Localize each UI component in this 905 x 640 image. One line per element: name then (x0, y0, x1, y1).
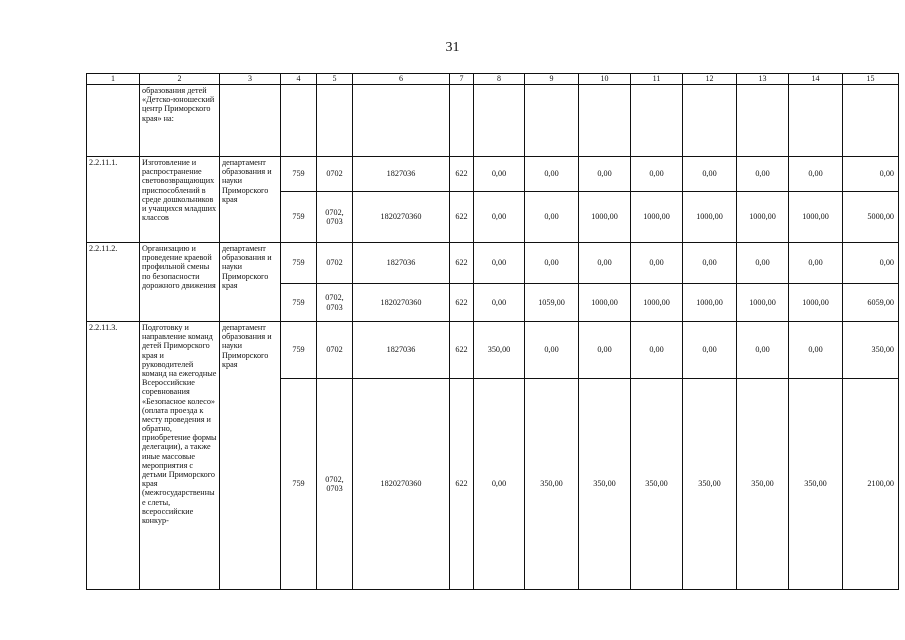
cell-type: 622 (450, 322, 474, 379)
cell-gov: 759 (281, 322, 317, 379)
cell-type: 622 (450, 379, 474, 590)
header-cell: 10 (579, 74, 631, 85)
item-executor: департамент образования и науки Приморского края (220, 157, 281, 243)
cell-value: 0,00 (474, 243, 525, 284)
cell-type: 622 (450, 192, 474, 243)
cell-total: 350,00 (843, 322, 899, 379)
cell-target: 1827036 (353, 157, 450, 192)
header-cell: 3 (220, 74, 281, 85)
cell-value: 350,00 (737, 379, 789, 590)
cell-total: 6059,00 (843, 284, 899, 322)
header-cell: 14 (789, 74, 843, 85)
table-row (87, 322, 899, 379)
cell-value: 0,00 (474, 157, 525, 192)
header-cell: 4 (281, 74, 317, 85)
cell-value: 0,00 (683, 243, 737, 284)
cell-gov: 759 (281, 243, 317, 284)
cell-value: 0,00 (525, 322, 579, 379)
cell-value: 350,00 (631, 379, 683, 590)
cell-value: 0,00 (579, 157, 631, 192)
cell-value: 0,00 (737, 322, 789, 379)
cell-value: 350,00 (579, 379, 631, 590)
cell-section: 0702 (317, 322, 353, 379)
cell-value: 350,00 (683, 379, 737, 590)
cell-value: 1000,00 (737, 284, 789, 322)
header-cell: 5 (317, 74, 353, 85)
cell-value: 350,00 (474, 322, 525, 379)
cell-value: 0,00 (579, 243, 631, 284)
cell-value: 0,00 (474, 379, 525, 590)
empty-cell (525, 85, 579, 157)
continuation-row (87, 85, 899, 157)
budget-table (86, 73, 899, 590)
header-cell: 12 (683, 74, 737, 85)
item-executor: департамент образования и науки Приморского края (220, 322, 281, 590)
cell-value: 0,00 (631, 243, 683, 284)
cell-value: 0,00 (525, 192, 579, 243)
cell-gov: 759 (281, 192, 317, 243)
cell-value: 0,00 (579, 322, 631, 379)
table-row (87, 157, 899, 192)
cell-target: 1820270360 (353, 284, 450, 322)
item-number: 2.2.11.2. (87, 243, 140, 322)
empty-cell (843, 85, 899, 157)
continuation-description: образования детей «Детско-юношеский центр Приморского края» на: (140, 85, 220, 157)
cell-total: 5000,00 (843, 192, 899, 243)
cell-gov: 759 (281, 379, 317, 590)
cell-value: 1000,00 (631, 192, 683, 243)
header-cell: 11 (631, 74, 683, 85)
cell-value: 350,00 (525, 379, 579, 590)
cell-type: 622 (450, 284, 474, 322)
item-description (140, 322, 220, 590)
cell-section: 0702, 0703 (317, 192, 353, 243)
header-cell: 9 (525, 74, 579, 85)
empty-cell (474, 85, 525, 157)
empty-cell (353, 85, 450, 157)
cell-section: 0702 (317, 243, 353, 284)
item-description (140, 157, 220, 243)
cell-target: 1827036 (353, 243, 450, 284)
cell-value: 350,00 (789, 379, 843, 590)
empty-cell (220, 85, 281, 157)
item-description (140, 243, 220, 322)
cell-value: 0,00 (525, 157, 579, 192)
cell-value: 1000,00 (579, 192, 631, 243)
cell-value: 1000,00 (737, 192, 789, 243)
cell-value: 1000,00 (683, 192, 737, 243)
cell-section: 0702, 0703 (317, 379, 353, 590)
empty-cell (683, 85, 737, 157)
cell-type: 622 (450, 157, 474, 192)
cell-section: 0702 (317, 157, 353, 192)
cell-value: 1000,00 (631, 284, 683, 322)
table-row (87, 243, 899, 284)
cell-value: 0,00 (789, 322, 843, 379)
header-cell: 1 (87, 74, 140, 85)
empty-cell (317, 85, 353, 157)
cell-gov: 759 (281, 157, 317, 192)
cell-value: 0,00 (789, 243, 843, 284)
page-number: 31 (445, 40, 460, 55)
cell-gov: 759 (281, 284, 317, 322)
cell-target: 1820270360 (353, 192, 450, 243)
cell-value: 0,00 (474, 284, 525, 322)
cell-target: 1827036 (353, 322, 450, 379)
cell-value: 1000,00 (579, 284, 631, 322)
empty-cell (737, 85, 789, 157)
cell-value: 1000,00 (789, 192, 843, 243)
header-cell: 7 (450, 74, 474, 85)
item-executor: департамент образования и науки Приморского края (220, 243, 281, 322)
empty-cell (87, 85, 140, 157)
cell-value: 0,00 (474, 192, 525, 243)
cell-value: 0,00 (737, 157, 789, 192)
cell-value: 0,00 (683, 322, 737, 379)
empty-cell (281, 85, 317, 157)
header-cell: 15 (843, 74, 899, 85)
empty-cell (789, 85, 843, 157)
cell-value: 0,00 (737, 243, 789, 284)
cell-target: 1820270360 (353, 379, 450, 590)
header-cell: 8 (474, 74, 525, 85)
header-cell: 2 (140, 74, 220, 85)
header-cell: 13 (737, 74, 789, 85)
cell-value: 0,00 (525, 243, 579, 284)
cell-total: 0,00 (843, 157, 899, 192)
empty-cell (579, 85, 631, 157)
header-row (87, 74, 899, 85)
item-number: 2.2.11.3. (87, 322, 140, 590)
item-description-text: Организацию и проведение краевой профильной смены по безопасности дорожного движения (142, 244, 216, 290)
cell-value: 0,00 (789, 157, 843, 192)
empty-cell (631, 85, 683, 157)
cell-value: 1059,00 (525, 284, 579, 322)
item-description-text: Подготовку и направление команд детей Приморского края и руководителей команд на ежегодные Всероссийские соревнования «Безопасное колесо» (оплата проезда к месту проведения и обратно, приобретение формы делегации), а также иные массовые мероприятия с детьми Приморского края (межгосударственные слеты, всероссийские конкур- (142, 323, 217, 525)
item-number: 2.2.11.1. (87, 157, 140, 243)
empty-cell (450, 85, 474, 157)
cell-value: 0,00 (631, 157, 683, 192)
cell-value: 0,00 (631, 322, 683, 379)
cell-value: 1000,00 (683, 284, 737, 322)
header-cell: 6 (353, 74, 450, 85)
cell-total: 0,00 (843, 243, 899, 284)
cell-value: 0,00 (683, 157, 737, 192)
cell-type: 622 (450, 243, 474, 284)
cell-value: 1000,00 (789, 284, 843, 322)
cell-total: 2100,00 (843, 379, 899, 590)
cell-section: 0702, 0703 (317, 284, 353, 322)
item-description-text: Изготовление и распространение световозвращающих приспособлений в среде дошкольников и учащихся младших классов (142, 158, 217, 223)
